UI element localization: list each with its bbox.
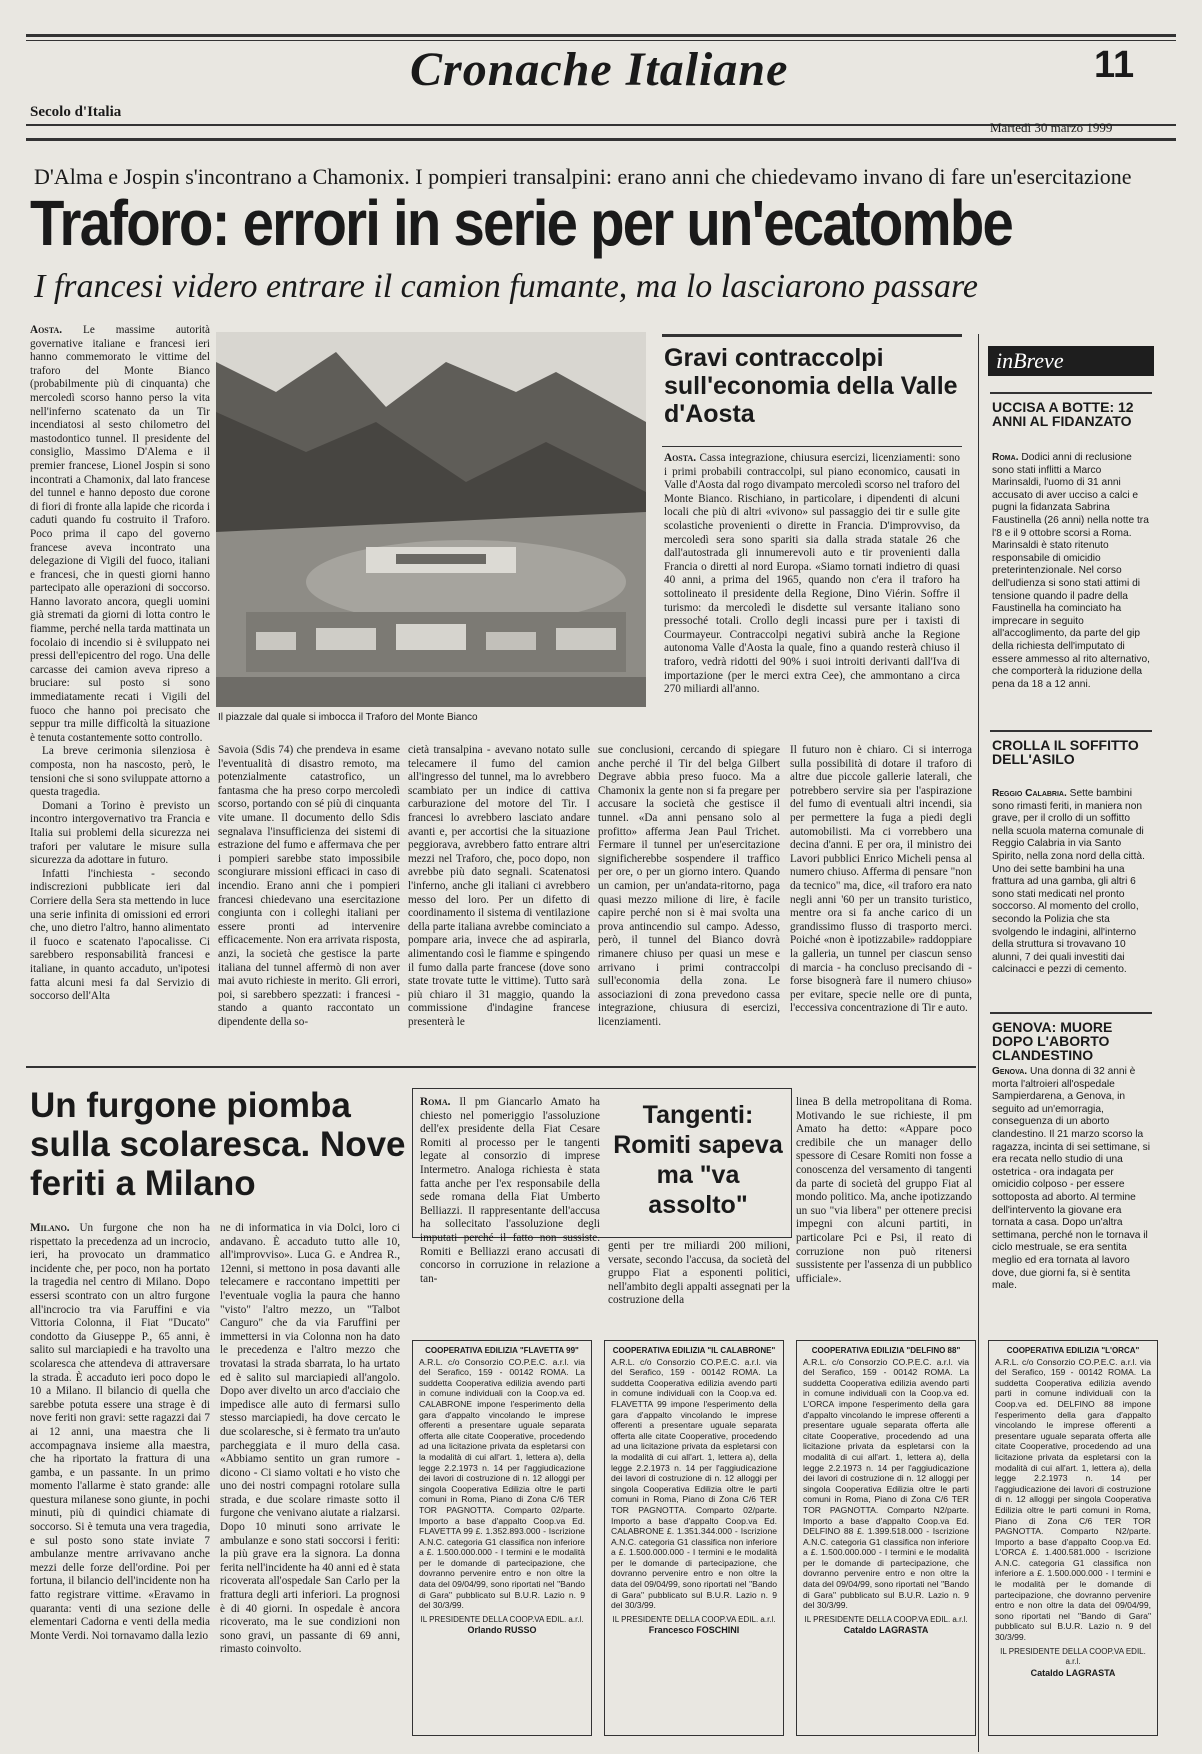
notice-4-title: COOPERATIVA EDILIZIA "L'ORCA"	[1006, 1346, 1140, 1355]
sidebar-divider	[978, 334, 979, 1752]
tangenti-column-1	[420, 1096, 600, 1285]
section-title: Cronache Italiane	[410, 43, 789, 96]
tunnel-plaza-photo	[216, 332, 646, 707]
brief-2-text: Sette bambini sono rimasti feriti, in maniera non grave, per il crollo di un soffitto nella scuola materna comunale di Reggio Calabria in via Santo Spirito, nella zona nord della città. Uno dei sette bambini ha una frattura ad una gamba, gli altri 6 sono stati medicati nel pronto soccorso. Al momento del crollo, secondo la Polizia che sta svolgendo le indagini, all'interno della struttura si trovavano 10 alunni, 7 dei quali investiti dai calcinacci e pezzi di cemento.	[992, 788, 1145, 976]
notice-1-signer-role: IL PRESIDENTE DELLA COOP.VA EDIL. a.r.l.	[420, 1614, 584, 1624]
notice-2-signer-role: IL PRESIDENTE DELLA COOP.VA EDIL. a.r.l.	[612, 1614, 776, 1624]
main-col1-p3: Domani a Torino è previsto un incontro intergovernativo tra Francia e Italia sui problemi della sicurezza nei trafori per valutare le misure sulla sicurezza da adottare in futuro.	[30, 799, 210, 867]
main-story-column-5	[790, 744, 972, 1056]
brief-2-dateline: Reggio Calabria.	[992, 788, 1067, 799]
economy-head-rule	[662, 446, 962, 447]
brief-3-title: GENOVA: MUORE DOPO L'ABORTO CLANDESTINO	[992, 1019, 1113, 1063]
main-headline: Traforo: errori in serie per un'ecatombe	[30, 187, 1013, 259]
notice-1-signer-name: Orlando RUSSO	[467, 1625, 537, 1636]
main-col1-p4: Infatti l'inchiesta - secondo indiscrezioni pubblicate ieri dal Corriere della Sera sta mettendo in luce una serie infinita di omissioni ed errori che, uno dietro l'altro, hanno alimentato il fuoco e scatenato l'apocalisse. Ci sarebbero responsabilità francesi e italiane, in quanto accaduto, un'ipotesi fatta alcuni mesi fa dal Servizio di soccorso dell'Alta	[30, 867, 210, 1003]
brief-3-body	[992, 1066, 1152, 1316]
milano-column-1	[30, 1222, 210, 1738]
masthead-top-rule-thin	[26, 40, 1176, 41]
economy-dateline: Aosta.	[664, 452, 697, 464]
brief-1-body	[992, 452, 1152, 716]
notice-3-signer-role: IL PRESIDENTE DELLA COOP.VA EDIL. a.r.l.	[804, 1614, 968, 1624]
brief-3-rule	[990, 1012, 1152, 1014]
economy-top-rule	[662, 334, 962, 337]
brief-2-rule	[990, 730, 1152, 732]
main-story-column-4	[598, 744, 780, 1056]
lower-section-rule	[26, 1066, 976, 1068]
brief-3-dateline: Genova.	[992, 1066, 1028, 1077]
notice-2-signer-name: Francesco FOSCHINI	[648, 1625, 740, 1636]
main-story-column-3	[408, 744, 590, 1056]
main-col3-text: cietà transalpina - avevano notato sulle telecamere il fumo del camion all'ingresso del tunnel, ma lo avrebbero scambiato per un indice di cattiva carburazione del motore del Tir. I francesi lo avrebbero lasciato andare avanti e, per accortisi che la situazione peggiorava, avrebbero fatto entrare altri mezzi nel Traforo, che, poco dopo, non avrebbe più dato segnali. Scatenatosi l'inferno, anche gli italiani ci avrebbero messo del loro. Per un difetto di coordinamento il sistema di ventilazione della parte italiana avrebbe cominciato a pompare aria, invece che ad aspirarla, alimentando così le fiamme e spingendo il fumo dalla parte francese (dove sono state trovate tutte le vittime). Tutto sarà più chiaro il 31 maggio, quando la commissione d'indagine francese presenterà le	[408, 744, 590, 1028]
masthead-top-rule	[26, 34, 1176, 37]
milano-dateline: Milano.	[30, 1222, 70, 1234]
tangenti-col2-text: linea B della metropolitana di Roma. Motivando le sue richieste, il pm Amato ha detto: «Appare poco credibile che un manager dello spessore di Cesare Romiti non fosse a conoscenza del versamento di tangenti da parte di società del gruppo Fiat al mondo politico. Ma, anche ipotizzando un suo "via libera" per ottenere precisi impegni con alcuni partiti, in particolare Pci e Psi, il reato di corruzione non può ritenersi sussistente per l'assenza di un pubblico ufficiale».	[796, 1096, 972, 1285]
brief-1-dateline: Roma.	[992, 452, 1019, 463]
brief-2-body	[992, 788, 1152, 998]
notice-2-body: A.R.L. c/o Consorzio CO.P.E.C. a.r.l. via del Serafico, 159 - 00142 ROMA. La suddetta Cooperativa edilizia avendo parti in comune individuali con la Coop.va ed. FLAVETTA 99 impone l'esperimento della gara d'appalto vincolando le imprese offerenti a presentare uguale separata offerta alle citate Cooperative, procedendo ad una licitazione privata da espletarsi con la modalità di cui all'art. 1, lettera a), della legge 2.2.1973 n. 14 per l'aggiudicazione dei lavori di costruzione di n. 12 alloggi per singola Cooperativa Edilizia oltre le parti comuni in Roma, Piano di Zona C/6 TER TOR PAGNOTTA. Comparto 02/parte. Importo a base d'appalto Coop.va Ed. CALABRONE £. 1.351.344.000 - Iscrizione A.N.C. categoria G1 classifica non inferiore a £. 1.500.000.000 - I termini e le modalità per le domande di partecipazione, che dovranno pervenire entro e non oltre la data del 09/04/99, sono riportati nel "Bando di Gara" pubblicato sul B.U.R. Lazio n. 9 del 30/3/99.	[611, 1356, 777, 1611]
economy-text: Cassa integrazione, chiusura esercizi, licenziamenti: sono i primi probabili contraccolpi, sul piano economico, causati in Valle d'Aosta dal rogo divampato mercoledì scorso nel traforo del Monte Bianco. Rischiano, in particolare, i dipendenti di alcuni locali che più di altri «vivono» sul passaggio dei tir e sulle gite scolastiche provenienti o dirette in Francia. D'improvviso, da mercoledì sera sono spariti sia dalla strada statale 26 che dall'autostrada gli innumerevoli auto e tir provenienti dalla Francia o diretti al nord Europa. «Siamo tornati indietro di quasi 40 anni, a prima del 1965, quando non c'era il traforo ha sottolineato il presidente della Regione, Dino Viérin. Soffre il turismo: da mercoledì le disdette sul versante italiano sono pressoché totali. Crollo degli incassi pure per i taxisti di Courmayeur. Contraccolpi negativi subirà anche la Regione autonoma Valle d'Aosta la quale, fino a quando resterà chiuso il traforo, vedrà ridotti del 90% i suoi introiti derivanti dall'Iva di importazione (per le merci extra Cee), che ammontano a circa 270 miliardi all'anno.	[664, 452, 961, 696]
tangenti-col1-tail: genti per tre miliardi 200 milioni, versate, secondo l'accusa, da società del gruppo Fiat a esponenti politici, nell'ambito degli appalti assegnati per la costruzione della	[608, 1240, 790, 1307]
main-col5-text: Il futuro non è chiaro. Ci si interroga sulla possibilità di dotare il traforo di altre due piccole gallerie laterali, che potrebbero servire sia per l'aspirazione del fumo di eventuali altri incendi, sia per permettere la fuga a piedi degli automobilisti. Ma ci vorrebbero una decina d'anni. E per ora, il ministro dei Lavori pubblici Enrico Micheli pensa al numero chiuso. Afferma di pensare "non da tecnico" ma, dice, «il traforo era nato negli anni '60 per un transito turistico, mentre ora si fa anche carico di un grandissimo flusso di trasporto merci. Poiché «non è ipotizzabile» raddoppiare la galleria, un tunnel per ciascun senso di marcia - ha concluso precisando di - forse bisognerà fare il numero chiuso» per evitare, specie nelle ore di punta, l'eccessiva concentrazione di Tir e auto.	[790, 744, 972, 1015]
notice-3-signer-name: Cataldo LAGRASTA	[843, 1625, 929, 1636]
notice-orca	[988, 1340, 1158, 1736]
notice-1-body: A.R.L. c/o Consorzio CO.P.E.C. a.r.l. via del Serafico, 159 - 00142 ROMA. La suddetta Cooperativa edilizia avendo parti in comune individuali con la Coop.va ed. CALABRONE impone l'esperimento della gara d'appalto vincolando le imprese offerenti a presentare uguale separata offerta alle citate Cooperative, procedendo ad una licitazione privata da espletarsi con la modalità di cui all'art. 1, lettera a), della legge 2.2.1973 n. 14 per l'aggiudicazione dei lavori di costruzione di n. 12 alloggi per singola Cooperativa Edilizia oltre le parti comuni in Roma, Piano di Zona C/6 TER TOR PAGNOTTA. Comparto 02/parte. Importo a base d'appalto Coop.va Ed. FLAVETTA 99 £. 1.352.893.000 - Iscrizione A.N.C. categoria G1 classifica non inferiore a £. 1.500.000.000 - I termini e le modalità per le domande di partecipazione, che dovranno pervenire entro e non oltre la data del 09/04/99, sono riportati nel "Bando di Gara" pubblicato sul B.U.R. Lazio n. 9 del 30/3/99.	[419, 1356, 585, 1611]
main-kicker: D'Alma e Jospin s'incontrano a Chamonix. I pompieri transalpini: erano anni che chiedevamo invano di fare un'esercitazione	[34, 164, 1132, 189]
photo-caption: Il piazzale dal quale si imbocca il Traforo del Monte Bianco	[218, 712, 478, 723]
main-dateline: Aosta.	[30, 324, 63, 336]
page-number: 11	[1094, 44, 1135, 86]
masthead-bottom-rule-thick	[26, 138, 1176, 141]
main-col2-text: Savoia (Sdis 74) che prendeva in esame l'eventualità di disastro remoto, ma potenzialmente catastrofico, un fantasma che ha preso corpo mercoledì scorso, portando con sé più di cinquanta vite umane. Il documento dello Sdis segnalava l'insufficienza dei sistemi di estrazione del fumo e affermava che per i pompieri sarebbe stato impossibile scongiurare missioni efficaci in caso di incendio. Erano anni che i pompieri francesi chiedevano una esercitazione congiunta con i colleghi italiani per essere pronti ad intervenire efficacemente. Non era arrivata risposta, anzi, la società che gestisce la parte italiana del tunnel affermò di non aver mai avuto richieste in merito. Gli errori, poi, si sarebbero spezzati: i francesi - stando a quanto raccontato un dipendente della so-	[218, 744, 400, 1028]
main-story-column-2	[218, 744, 400, 1056]
notice-3-body: A.R.L. c/o Consorzio CO.P.E.C. a.r.l. via del Serafico, 159 - 00142 ROMA. La suddetta Cooperativa edilizia avendo parti in comune individuali con la Coop.va ed. L'ORCA impone l'esperimento della gara d'appalto vincolando le imprese offerenti a presentare uguale separata offerta alle citate Cooperative, procedendo ad una licitazione privata da espletarsi con la modalità di cui all'art. 1, lettera a), della legge 2.2.1973 n. 14 per l'aggiudicazione dei lavori di costruzione di n. 12 alloggi per singola Cooperativa Edilizia oltre le parti comuni in Roma, Piano di Zona C/6 TER TOR PAGNOTTA. Comparto N2/parte. Importo a base d'appalto Coop.va Ed. DELFINO 88 £. 1.399.518.000 - Iscrizione A.N.C. categoria G1 classifica non inferiore a £. 1.500.000.000 - I termini e le modalità per le domande di partecipazione, che dovranno pervenire entro e non oltre la data del 09/04/99, sono riportati nel "Bando di Gara" pubblicato sul B.U.R. Lazio n. 9 del 30/3/99.	[803, 1356, 969, 1611]
in-breve-label: inBreve	[988, 346, 1154, 376]
tangenti-col1-text: Il pm Giancarlo Amato ha chiesto nel pomeriggio l'assoluzione dell'ex presidente della Fiat Cesare Romiti al processo per le tangenti legate al consorzio di imprese Intermetro. Analoga richiesta è stata fatta anche per l'ex responsabile della sede romana della Fiat Umberto Belliazzi. Il rappresentante dell'accusa ha sollecitato l'assoluzione degli imputati perché il fatto non sussiste. Romiti e Belliazzi erano accusati di concorso in corruzione in relazione a tan-	[420, 1096, 600, 1285]
tangenti-column-2	[608, 1240, 790, 1307]
notice-calabrone	[604, 1340, 784, 1736]
milano-headline: Un furgone piomba sulla scolaresca. Nove feriti a Milano	[30, 1086, 406, 1203]
notice-4-signer-role: IL PRESIDENTE DELLA COOP.VA EDIL. a.r.l.	[1000, 1646, 1146, 1667]
notice-delfino	[796, 1340, 976, 1736]
brief-3-text: Una donna di 32 anni è morta l'altroieri all'ospedale Sampierdarena, a Genova, in seguito ad un'emorragia, conseguenza di un aborto clandestino. Il 21 marzo scorso la ragazza, incinta di sei settimane, si era recata nello studio di una ostetrica - ora indagata per omicidio colposo - per essere sottoposta ad aborto. Al termine dell'intervento la giovane era tornata a casa. Dopo un'altra settimana, perché non le tornava il ciclo mestruale, se era sentita meglio ed era tornata al lavoro dove, due giorni fa, si è sentita male.	[992, 1066, 1150, 1292]
tangenti-dateline: Roma.	[420, 1096, 451, 1108]
notice-1-title: COOPERATIVA EDILIZIA "FLAVETTA 99"	[425, 1346, 579, 1355]
main-col1-p2: La breve cerimonia silenziosa è composta, non ha nascosto, però, le tensioni che si sono sviluppate attorno a questa tragedia.	[30, 745, 210, 799]
brief-1-title: UCCISA A BOTTE: 12 ANNI AL FIDANZATO	[992, 399, 1134, 429]
main-story-column-1	[30, 324, 210, 1056]
brief-1-rule	[990, 392, 1152, 394]
notice-3-title: COOPERATIVA EDILIZIA "DELFINO 88"	[811, 1346, 961, 1355]
milano-col2-text: ne di informatica in via Dolci, loro ci andavano. È accaduto tutto alle 10, all'improvviso». Luca G. e Andrea R., 12enni, si mettono in posa davanti alle telecamere e raccontano impettiti per l'eventuale voglia la paura che hanno "visto" l'altro mezzo, un "Talbot Canguro" che da via Faruffini per immettersi in via Colonna non ha dato le precedenza e l'altro mezzo che trovatasi la strada sbarrata, lo ha urtato ed è salito sul marciapiedi all'angolo. Dopo aver divelto un arco d'acciaio che impedisce alle auto di fermarsi sullo stesso marciapiedi, ha dove cercato le due scolaresche, si è fermato tra un'auto parcheggiata e il muro della casa. «Abbiamo sentito un gran rumore - dicono - Ci siamo voltati e ho visto che uno dei nostri compagni rotolare sulla strada, e due scolare rimaste sotto il furgone che venivano aiutate a rialzarsi. Dopo 10 minuti sono arrivate le ambulanze e sono stati soccorsi i feriti: la più grave era la signora. La donna ferita nell'incidente ha 40 anni ed è stata ricoverata all'ospedale San Carlo per la frattura degli arti inferiori. La prognosi è di 40 giorni. In ospedale è ancora ricoverato, ma le sue condizioni non sono gravi, un passante di 69 anni, rimasto coinvolto.	[220, 1222, 401, 1656]
economy-body	[664, 452, 960, 712]
milano-column-2	[220, 1222, 400, 1738]
notice-4-body: A.R.L. c/o Consorzio CO.P.E.C. a.r.l. via del Serafico, 159 - 00142 ROMA. La suddetta Cooperativa edilizia avendo parti in comune individuali con la Coop.va ed. DELFINO 88 impone l'esperimento della gara d'appalto vincolando le imprese offerenti a presentare uguale separata offerta alle citate Cooperative, procedendo ad una licitazione privata da espletarsi con la modalità di cui all'art. 1, lettera a), della legge 2.2.1973 n. 14 per l'aggiudicazione dei lavori di costruzione di n. 12 alloggi per singola Cooperativa Edilizia oltre le parti comuni in Roma, Piano di Zona C/6 TER TOR PAGNOTTA. Comparto N2/parte. Importo a base d'appalto Coop.va Ed. L'ORCA £. 1.400.581.000 - Iscrizione A.N.C. categoria G1 classifica non inferiore a £. 1.500.000.000 - I termini e le modalità per le domande di partecipazione, che dovranno pervenire entro e non oltre la data del 09/04/99, sono riportati nel "Bando di Gara" pubblicato sul B.U.R. Lazio n. 9 del 30/3/99.	[995, 1356, 1151, 1643]
main-col1-p1: Le massime autorità governative italiane e francesi ieri hanno commemorato le vittime del traforo del Monte Bianco (probabilmente più di cinquanta) che mercoledì scorso hanno perso la vita nell'inferno scatenato da un Tir incendiatosi al sesto chilometro del mastodontico tunnel. Il presidente del consiglio, Massimo D'Alema e il premier francese, Lionel Jospin si sono incontrati a Chamonix, dal lato francese del tunnel e hanno deposto due corone di fiori di fronte alla lapide che ricorda i caduti quando fu costruito il Traforo. Poco prima il capo del governo francese aveva incontrato una delegazione di Vigili del fuoco, italiani e francesi, che in questi giorni hanno partecipato alle operazioni di soccorso. Hanno lavorato ancora, quegli uomini già stremati da giorni di lotta contro le fiamme, perché nella tarda mattinata un focolaio di incendio si è sviluppato nei pressi dell'epicentro del rogo. Una delle carcasse dei camion aveva ripreso a bruciare: sul posto si sono immediatamente recati i Vigili del fuoco che hanno poi precisato che seppur tra mille difficoltà la situazione è tenuta costantemente sotto controllo.	[30, 324, 210, 744]
notice-2-title: COOPERATIVA EDILIZIA "IL CALABRONE"	[612, 1346, 776, 1355]
economy-headline: Gravi contraccolpi sull'economia della Valle d'Aosta	[664, 344, 958, 428]
tangenti-headline: Tangenti: Romiti sapeva ma "va assolto"	[613, 1101, 783, 1219]
paper-name: Secolo d'Italia	[30, 104, 122, 120]
milano-col1-text: Un furgone che non ha rispettato la precedenza ad un incrocio, ieri, ha provocato un drammatico incidente che, per poco, non ha portato la tragedia nel centro di Milano. Dopo essersi scontrato con un altro furgone all'incrocio tra via Faruffini e via Vittoria Colonna, il Fiat "Ducato" condotto da Giuseppe P., 65 anni, è salito sul marciapiedi e ha travolto una scolaresca che attendeva di attraversare la strada. È accaduto ieri poco dopo le 10 a Milano. Il bilancio di quella che sarebbe potuta essere una strage è di nove feriti non gravi: sette ragazzi dai 7 ai 12 anni, una maestra che li accompagnava insieme alla maestra, che ha riportato la frattura di una gamba, e un passante. In un primo momento l'allarme è stato grande: alle questura milanese sono giunte, in pochi minuti, più di quindici chiamate di soccorso. Si è temuta una vera tragedia, e sul posto sono state inviate 7 ambulanze mentre arrivavano anche mezzi delle forze dell'ordine. Poi per fortuna, il bilancio dell'incidente non ha fatto registrare vittime. «Eravamo in quaranta: venti di una sezione delle elementari Cadorna e venti della media Monte Verdi. Noi tornavamo dalla lezio	[30, 1222, 210, 1642]
main-col4-text: sue conclusioni, cercando di spiegare anche perché il Tir del belga Gilbert Degrave abbia preso fuoco. Ma a Chamonix la gente non si fa pregare per accusare la società che gestisce il tunnel. «Da anni pensano solo al profitto» afferma Jean Paul Trichet. Fermare il tunnel per un'esercitazione significherebbe sospendere il traffico per ore, o per un giorno intero. Quando un camion, per un'andata-ritorno, paga quasi mezzo milione di lire, è facile capire perché non si è mai svolta una prova antincendio sul campo. Adesso, però, il tunnel del Bianco dovrà rimanere chiuso per quasi un mese e arrivano i primi contraccolpi sull'economia della zona. Le associazioni di zona prevedono cassa integrazione, chiusura di esercizi, licenziamenti.	[598, 744, 780, 1028]
tangenti-column-3	[796, 1096, 972, 1302]
issue-date: Martedì 30 marzo 1999	[990, 120, 1113, 135]
notice-4-signer-name: Cataldo LAGRASTA	[1030, 1667, 1116, 1678]
main-deck: I francesi videro entrare il camion fumante, ma lo lasciarono passare	[34, 268, 979, 305]
brief-2-title: CROLLA IL SOFFITTO DELL'ASILO	[992, 737, 1139, 767]
brief-1-text: Dodici anni di reclusione sono stati inflitti a Marco Marinsaldi, l'uomo di 31 anni accusato di aver ucciso a calci e pugni la fidanzata Sabrina Faustinella (26 anni) nella notte tra l'8 e il 9 ottobre scorsi a Roma. Marinsaldi è stato ritenuto responsabile di omicidio preterintenzionale. Nel corso dell'udienza si sono stati attimi di tensione quando il padre della Faustinella ha cominciato ha imprecare in seguito all'accoglimento, da parte del gip della richiesta dell'imputato di essere ammesso al rito alternativo, che comporterà la riduzione della pena da 18 a 12 anni.	[992, 452, 1150, 690]
notice-flavetta	[412, 1340, 592, 1736]
